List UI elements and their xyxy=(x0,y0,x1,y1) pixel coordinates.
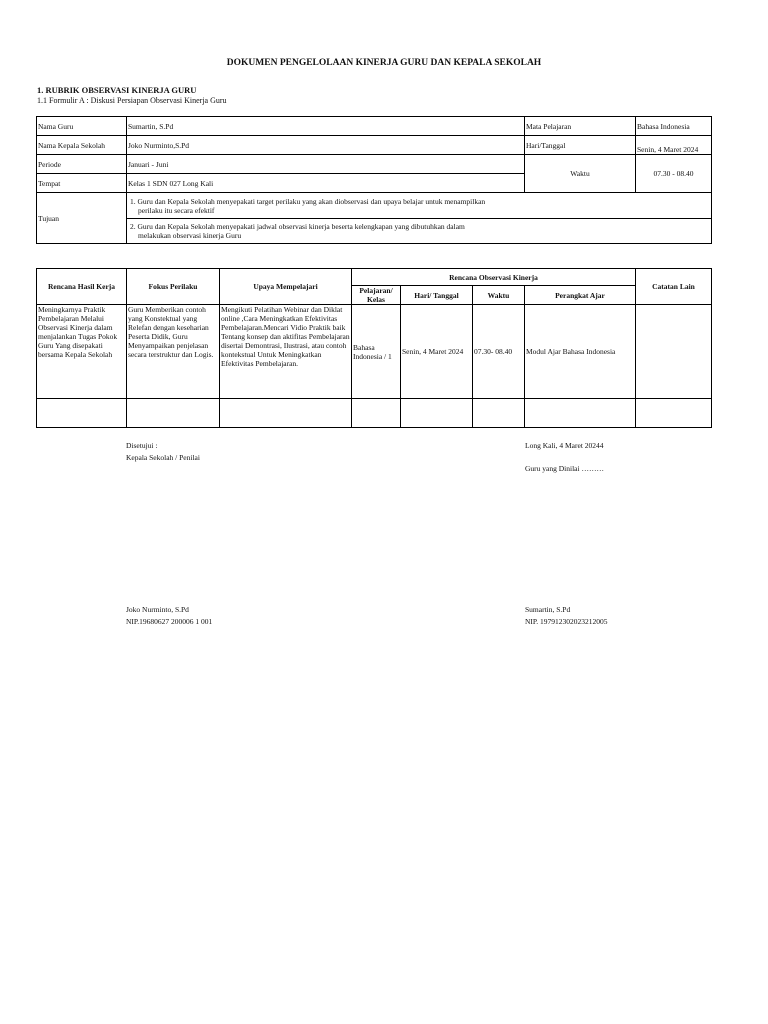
table-row xyxy=(37,305,712,399)
header-pelajaran: Pelajaran/ Kelas xyxy=(352,286,401,305)
header-fokus: Fokus Perilaku xyxy=(127,269,220,305)
tujuan-item-1: 1. Guru dan Kepala Sekolah menyepakati target perilaku yang akan diobservasi dan upaya belajar untuk menampilkan perilaku itu secara efektif xyxy=(127,193,712,219)
section-heading: 1. RUBRIK OBSERVASI KINERJA GURU xyxy=(37,85,197,95)
periode-label: Periode xyxy=(37,155,127,174)
cell-hari: Senin, 4 Maret 2024 xyxy=(401,305,473,399)
cell-fokus: Guru Memberikan contoh yang Konstektual yang Relefan dengan keseharian Peserta Didik, Guru Menyampaikan penjelasan secara terstruktur dan Logis. xyxy=(127,305,220,399)
periode-value: Januari - Juni xyxy=(127,155,525,174)
kepala-label: Nama Kepala Sekolah xyxy=(37,136,127,155)
hari-label: Hari/Tanggal xyxy=(525,136,636,155)
section-subheading: 1.1 Formulir A : Diskusi Persiapan Observasi Kinerja Guru xyxy=(37,96,227,105)
nama-guru-value: Sumartin, S.Pd xyxy=(127,117,525,136)
cell-perangkat: Modul Ajar Bahasa Indonesia xyxy=(525,305,636,399)
teacher-name: Sumartin, S.Pd xyxy=(525,605,571,614)
principal-nip: NIP.19680627 200006 1 001 xyxy=(126,617,213,626)
teacher-title: Guru yang Dinilai ……… xyxy=(525,464,604,473)
tempat-value: Kelas 1 SDN 027 Long Kali xyxy=(127,174,525,193)
tempat-label: Tempat xyxy=(37,174,127,193)
header-upaya: Upaya Mempelajari xyxy=(220,269,352,305)
header-hari: Hari/ Tanggal xyxy=(401,286,473,305)
plan-table xyxy=(36,268,712,428)
place-date: Long Kali, 4 Maret 20244 xyxy=(525,441,604,450)
cell-rencana-hasil: Meningkarnya Praktik Pembelajaran Melalui Observasi Kinerja dalam menjalankan Tugas Pokok Guru Yang disepakati bersama Kepala Sekolah xyxy=(37,305,127,399)
principal-name: Joko Nurminto, S.Pd xyxy=(126,605,189,614)
hari-value: Senin, 4 Maret 2024 xyxy=(636,136,712,155)
tujuan-item-2: 2. Guru dan Kepala Sekolah menyepakati jadwal observasi kinerja beserta kelengkapan yang dibutuhkan dalam melakukan observasi kinerja Guru xyxy=(127,219,712,244)
document-title: DOKUMEN PENGELOLAAN KINERJA GURU DAN KEPALA SEKOLAH xyxy=(226,58,542,68)
approval-label: Disetujui : xyxy=(126,441,158,450)
header-catatan: Catatan Lain xyxy=(636,269,712,305)
waktu-value: 07.30 - 08.40 xyxy=(636,155,712,193)
nama-guru-label: Nama Guru xyxy=(37,117,127,136)
teacher-nip: NIP. 197912302023212005 xyxy=(525,617,608,626)
cell-waktu: 07.30- 08.40 xyxy=(473,305,525,399)
principal-title: Kepala Sekolah / Penilai xyxy=(126,453,200,462)
info-table xyxy=(36,116,712,244)
kepala-value: Joko Nurminto,S.Pd xyxy=(127,136,525,155)
table-row-empty xyxy=(37,399,712,428)
header-perangkat: Perangkat Ajar xyxy=(525,286,636,305)
cell-upaya: Mengikuti Pelatihan Webinar dan Diklat online ,Cara Meningkatkan Efektivitas Pembelajaran.Mencari Vidio Praktik baik Tentang konsep dan aktifitas Pembelajaran disertai Demontrasi, Ilustrasi, atau contoh kontekstual Untuk Meningkatkan Efektivitas Pembelajaran. xyxy=(220,305,352,399)
mapel-value: Bahasa Indonesia xyxy=(636,117,712,136)
cell-catatan xyxy=(636,305,712,399)
header-rencana-hasil: Rencana Hasil Kerja xyxy=(37,269,127,305)
cell-pelajaran: Bahasa Indonesia / 1 xyxy=(352,305,401,399)
mapel-label: Mata Pelajaran xyxy=(525,117,636,136)
header-rencana-observasi: Rencana Observasi Kinerja xyxy=(352,269,636,286)
header-waktu: Waktu xyxy=(473,286,525,305)
tujuan-label: Tujuan xyxy=(37,193,127,244)
waktu-label: Waktu xyxy=(525,155,636,193)
